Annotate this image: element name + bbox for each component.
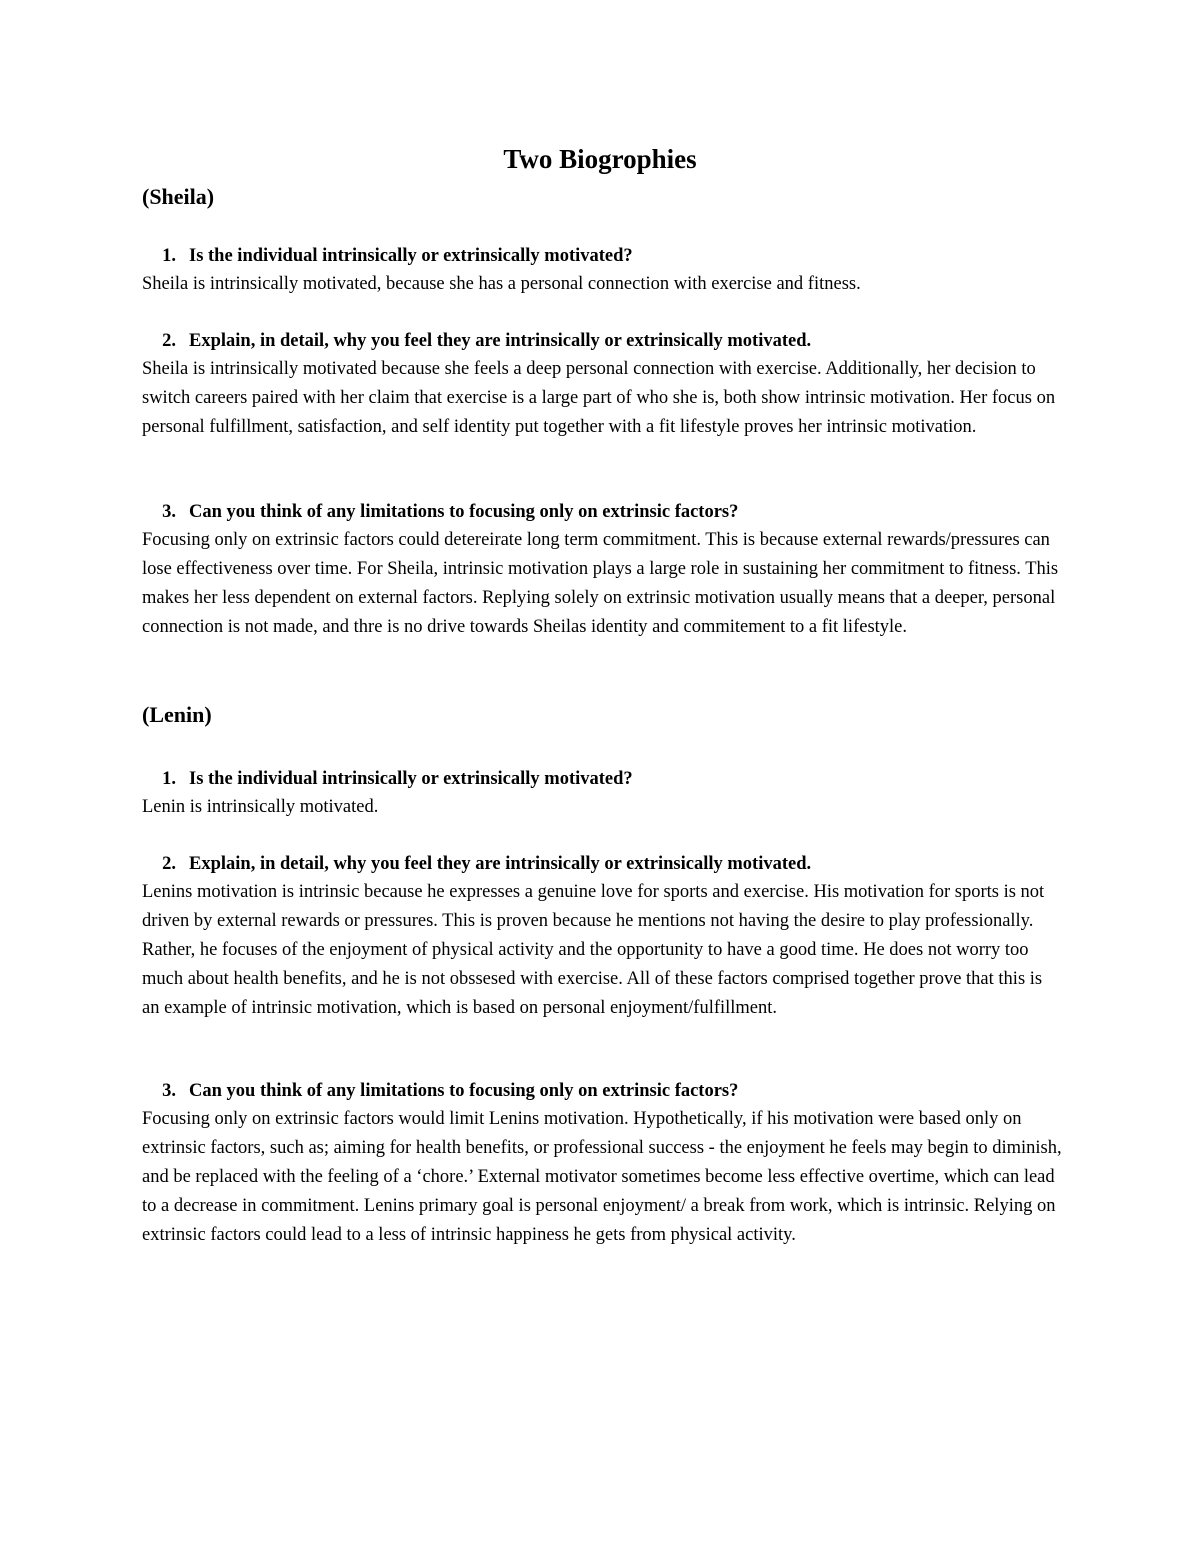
- question-sheila-3: [142, 498, 1062, 526]
- answer-lenin-2: Lenins motivation is intrinsic because he expresses a genuine love for sports and exercise. His motivation for sports is not driven by external rewards or pressures. This is proven because he mentions not having the desire to play professionally. Rather, he focuses of the enjoyment of physical activity and the opportunity to have a good time. He does not worry too much about health benefits, and he is not obssesed with exercise. All of these factors comprised together prove that this is an example of intrinsic motivation, which is based on personal enjoyment/fulfillment.: [142, 882, 1045, 1018]
- question-number: 3.: [162, 1081, 176, 1101]
- question-text: Can you think of any limitations to focusing only on extrinsic factors?: [189, 1081, 739, 1101]
- question-lenin-1: [142, 765, 1062, 793]
- question-text: Explain, in detail, why you feel they are intrinsically or extrinsically motivated.: [189, 854, 812, 874]
- question-number: 2.: [162, 854, 176, 874]
- question-sheila-2: [142, 327, 1062, 355]
- question-number: 1.: [162, 246, 176, 266]
- answer-lenin-1: Lenin is intrinsically motivated.: [142, 797, 379, 817]
- answer-lenin-3: Focusing only on extrinsic factors would limit Lenins motivation. Hypothetically, if his motivation were based only on extrinsic factors, such as; aiming for health benefits, or professional success - the enjoyment he feels may begin to diminish, and be replaced with the feeling of a ‘chore.’ External motivator sometimes become less effective overtime, which can lead to a decrease in commitment. Lenins primary goal is personal enjoyment/ a break from work, which is intrinsic. Relying on extrinsic factors could lead to a less of intrinsic happiness he gets from physical activity.: [142, 1109, 1062, 1245]
- question-number: 3.: [162, 502, 176, 522]
- question-number: 2.: [162, 331, 176, 351]
- document-title: Two Biogrophies: [503, 144, 697, 174]
- question-text: Can you think of any limitations to focusing only on extrinsic factors?: [189, 502, 739, 522]
- question-lenin-2: [142, 850, 1062, 878]
- question-text: Is the individual intrinsically or extrinsically motivated?: [189, 246, 633, 266]
- question-number: 1.: [162, 769, 176, 789]
- question-text: Is the individual intrinsically or extrinsically motivated?: [189, 769, 633, 789]
- section-heading-lenin: (Lenin): [142, 702, 212, 727]
- section-heading-sheila: (Sheila): [142, 184, 215, 209]
- answer-sheila-3: Focusing only on extrinsic factors could detereirate long term commitment. This is because external rewards/pressures can lose effectiveness over time. For Sheila, intrinsic motivation plays a large role in sustaining her commitment to fitness. This makes her less dependent on external factors. Replying solely on extrinsic motivation usually means that a deeper, personal connection is not made, and thre is no drive towards Sheilas identity and commitement to a fit lifestyle.: [142, 530, 1059, 637]
- question-lenin-3: [142, 1077, 1062, 1105]
- question-text: Explain, in detail, why you feel they are intrinsically or extrinsically motivated.: [189, 331, 812, 351]
- answer-sheila-1: Sheila is intrinsically motivated, because she has a personal connection with exercise and fitness.: [142, 274, 861, 294]
- answer-sheila-2: Sheila is intrinsically motivated because she feels a deep personal connection with exercise. Additionally, her decision to switch careers paired with her claim that exercise is a large part of who she is, both show intrinsic motivation. Her focus on personal fulfillment, satisfaction, and self identity put together with a fit lifestyle proves her intrinsic motivation.: [142, 359, 1056, 437]
- question-sheila-1: [142, 242, 1062, 270]
